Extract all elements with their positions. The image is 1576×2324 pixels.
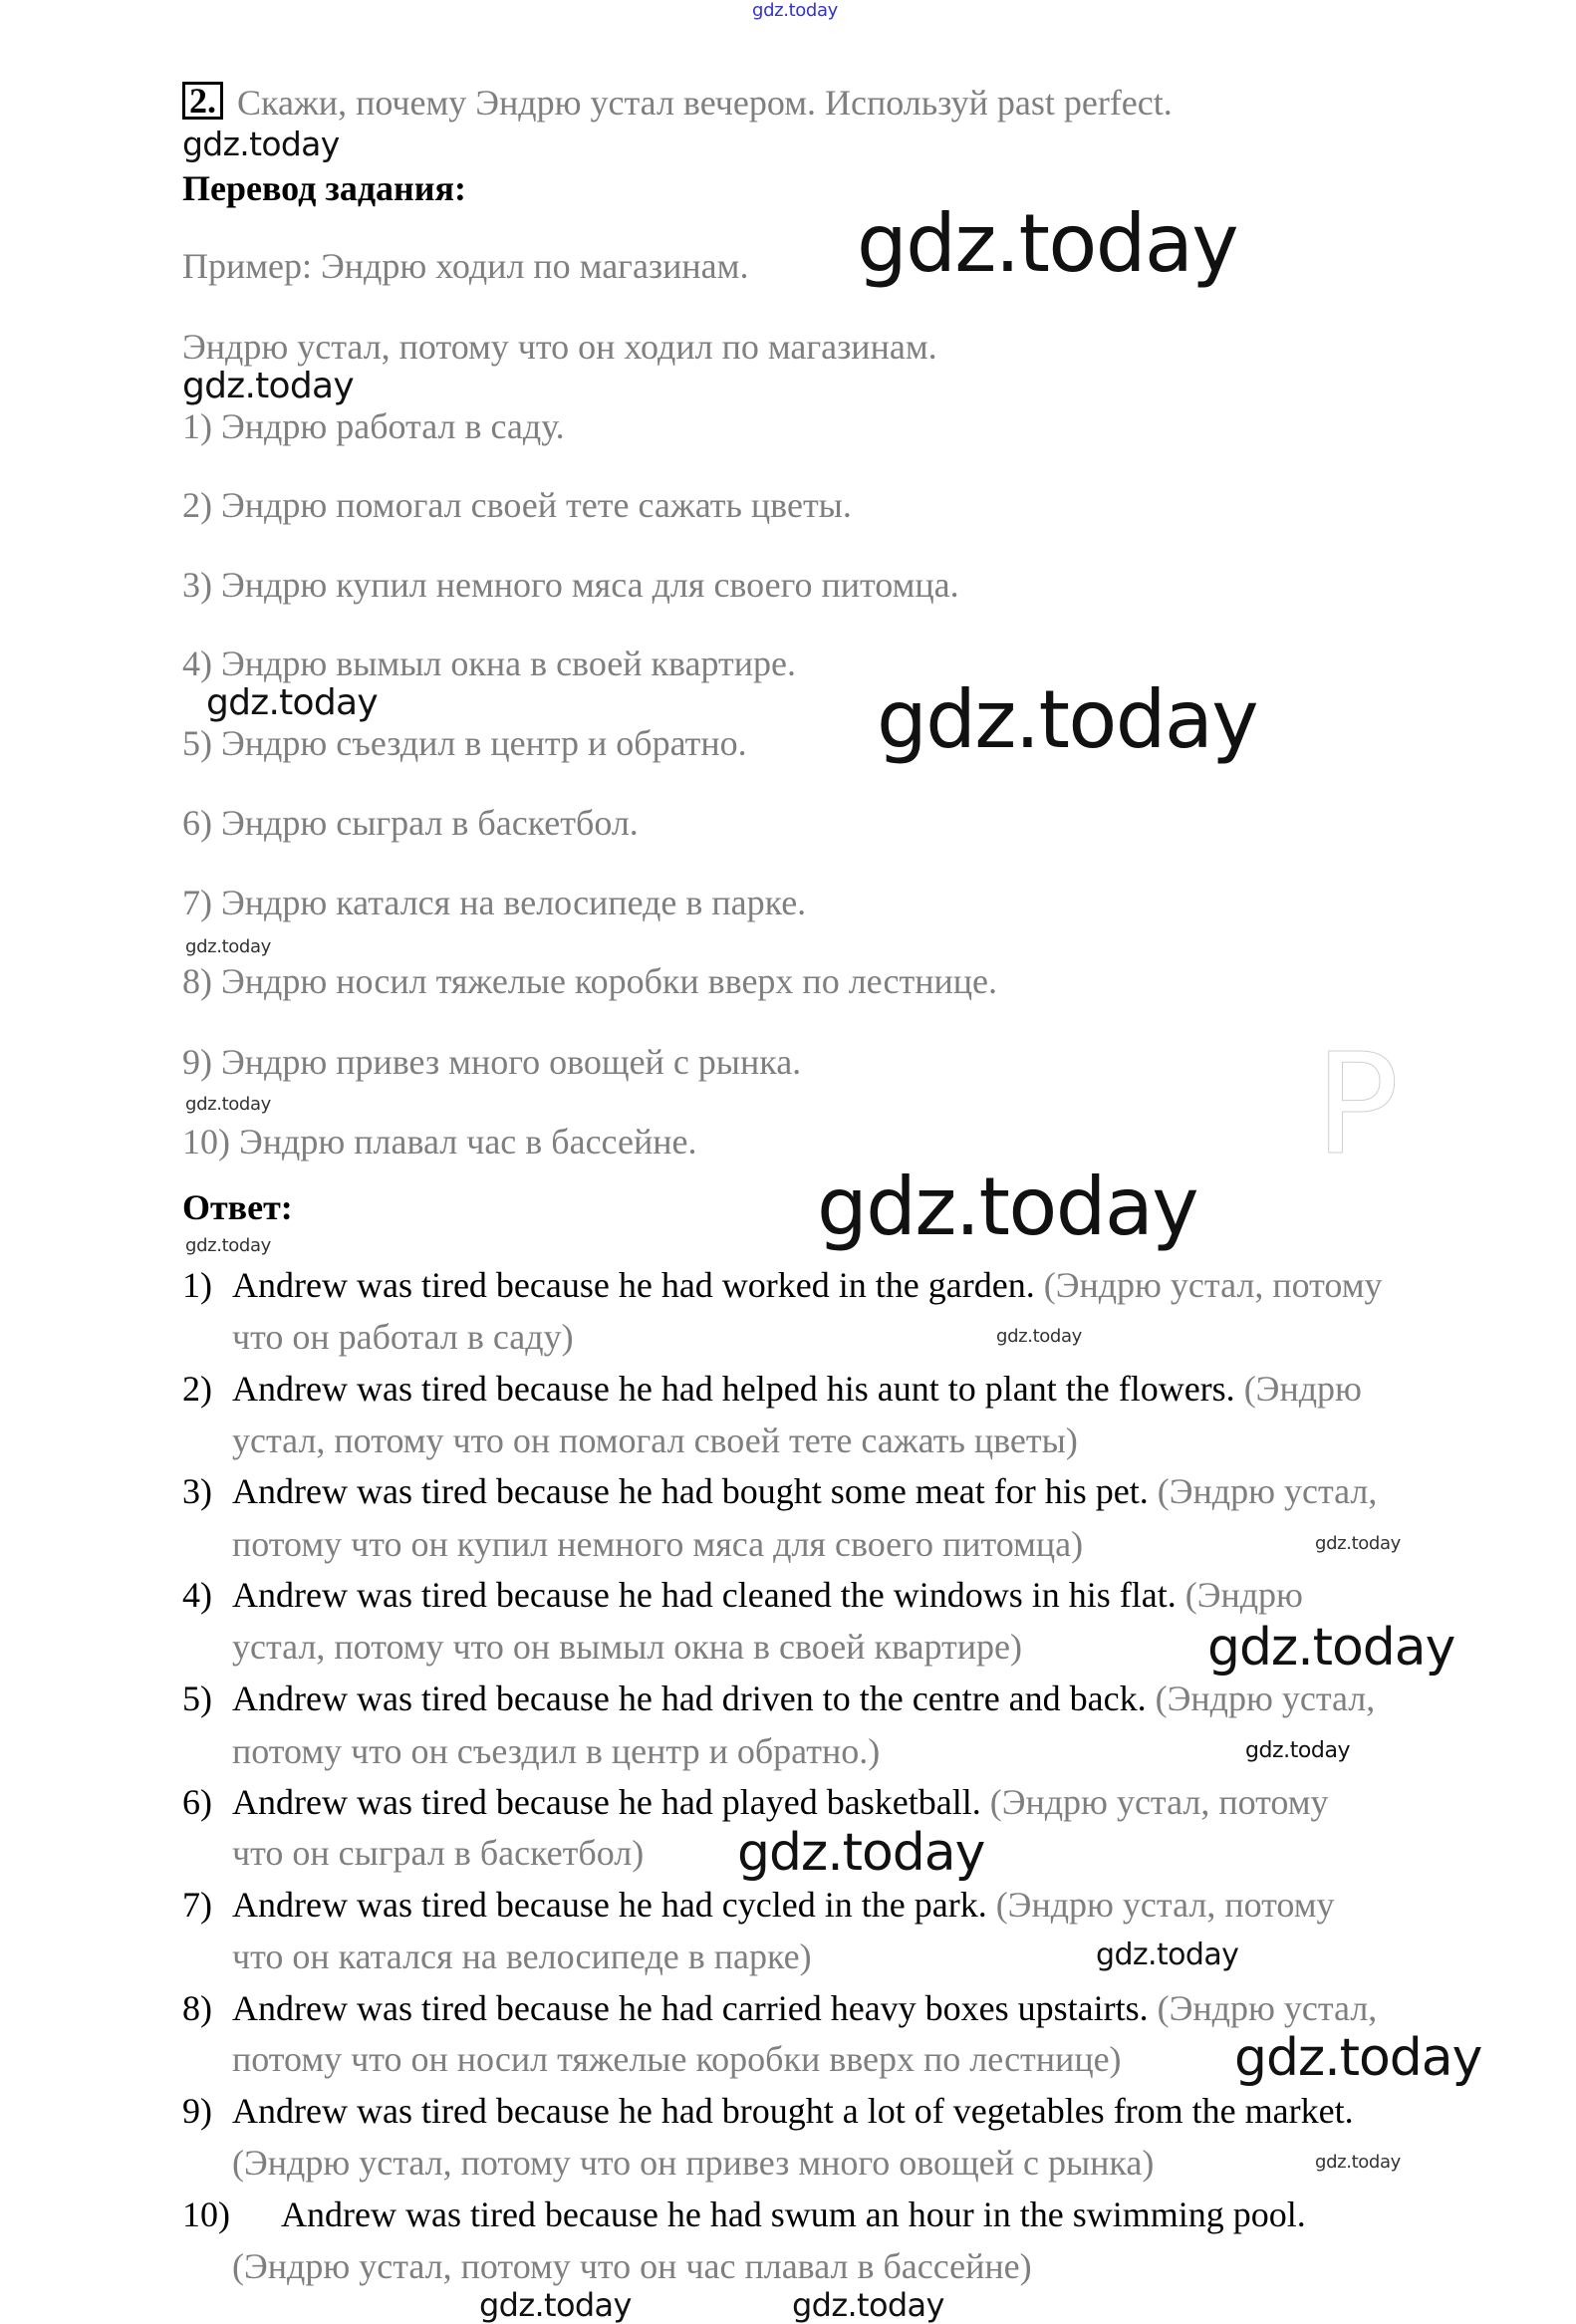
watermark: gdz.today	[857, 197, 1238, 290]
answer-number: 8)	[182, 1988, 212, 2028]
task-item: 7) Эндрю катался на велосипеде в парке.	[182, 883, 807, 922]
example-label: Пример: Эндрю ходил по магазинам.	[182, 246, 749, 286]
task-item: 4) Эндрю вымыл окна в своей квартире.	[182, 644, 796, 683]
watermark: gdz.today	[737, 1823, 985, 1883]
answer-translation-cont: что он работал в саду)	[232, 1317, 574, 1357]
task-item: 3) Эндрю купил немного мяса для своего питомца.	[182, 565, 959, 605]
answer-translation-cont: (Эндрю устал, потому что он час плавал в бассейне)	[232, 2246, 1032, 2286]
answer-english: Andrew was tired because he had bought some meat for his pet.	[232, 1471, 1149, 1511]
task-instruction	[182, 82, 1173, 124]
answer-english: Andrew was tired because he had helped his aunt to plant the flowers.	[232, 1369, 1235, 1409]
example-answer: Эндрю устал, потому что он ходил по магазинам.	[182, 327, 937, 367]
watermark: gdz.today	[185, 1094, 271, 1115]
answer-translation-cont: потому что он носил тяжелые коробки вверх по лестнице)	[232, 2039, 1122, 2079]
answer-english: Andrew was tired because he had played basketball.	[232, 1782, 981, 1822]
answer-translation: (Эндрю устал, потому	[989, 1782, 1329, 1822]
answer-english: Andrew was tired because he had brought a lot of vegetables from the market.	[232, 2091, 1354, 2131]
task-item: 9) Эндрю привез много овощей с рынка.	[182, 1042, 802, 1082]
answer-english: Andrew was tired because he had driven to the centre and back.	[232, 1678, 1147, 1718]
answer-translation-cont: устал, потому что он вымыл окна в своей квартире)	[232, 1627, 1022, 1667]
answer-translation: (Эндрю устал,	[1157, 1471, 1378, 1511]
watermark: gdz.today	[206, 682, 378, 723]
task-item: 1) Эндрю работал в саду.	[182, 406, 565, 446]
watermark: gdz.today	[479, 2286, 632, 2324]
answer-number: 7)	[182, 1885, 212, 1925]
answer-translation-cont: что он сыграл в баскетбол)	[232, 1833, 645, 1873]
answer-number: 10)	[182, 2195, 230, 2234]
instruction-text: Скажи, почему Эндрю устал вечером. Используй past perfect.	[237, 83, 1173, 123]
answer-translation-cont: потому что он съездил в центр и обратно.)	[232, 1731, 881, 1771]
answer-translation-cont: устал, потому что он помогал своей тете сажать цветы)	[232, 1420, 1078, 1460]
answer-translation-cont: (Эндрю устал, потому что он привез много овощей с рынка)	[232, 2143, 1155, 2183]
watermark: gdz.today	[1315, 2152, 1401, 2173]
watermark: gdz.today	[1207, 1618, 1455, 1678]
answer-english: Andrew was tired because he had carried heavy boxes upstairts.	[232, 1988, 1149, 2028]
answer-translation-cont: что он катался на велосипеде в парке)	[232, 1937, 812, 1976]
answer-number: 3)	[182, 1471, 212, 1511]
answer-translation: (Эндрю устал, потому	[1043, 1265, 1383, 1305]
answer-number: 5)	[182, 1678, 212, 1718]
answer-translation: (Эндрю устал, потому	[995, 1885, 1335, 1925]
watermark: gdz.today	[817, 1161, 1198, 1253]
watermark: gdz.today	[1245, 1738, 1351, 1763]
answer-heading: Ответ:	[182, 1187, 293, 1227]
watermark: gdz.today	[1315, 1533, 1401, 1554]
header-watermark[interactable]: gdz.today	[752, 0, 838, 21]
watermark: gdz.today	[182, 125, 340, 163]
watermark: gdz.today	[877, 673, 1258, 766]
answer-english: Andrew was tired because he had cleaned the windows in his flat.	[232, 1575, 1177, 1615]
task-item: 5) Эндрю съездил в центр и обратно.	[182, 723, 747, 763]
answer-number: 6)	[182, 1782, 212, 1822]
answer-number: 9)	[182, 2091, 212, 2131]
answer-translation: (Эндрю устал,	[1155, 1678, 1376, 1718]
answer-translation: (Эндрю	[1184, 1575, 1303, 1615]
answer-english: Andrew was tired because he had worked in the garden.	[232, 1265, 1035, 1305]
watermark: gdz.today	[792, 2286, 944, 2324]
watermark: gdz.today	[185, 936, 271, 957]
ghost-watermark: P	[1315, 1024, 1400, 1186]
answer-english: Andrew was tired because he had cycled in the park.	[232, 1885, 987, 1925]
watermark: gdz.today	[185, 1235, 271, 1256]
task-item: 6) Эндрю сыграл в баскетбол.	[182, 803, 639, 843]
answer-english: Andrew was tired because he had swum an hour in the swimming pool.	[281, 2195, 1306, 2234]
answer-translation-cont: потому что он купил немного мяса для своего питомца)	[232, 1524, 1084, 1564]
watermark: gdz.today	[996, 1326, 1082, 1347]
task-item: 2) Эндрю помогал своей тете сажать цветы.	[182, 485, 852, 525]
task-item: 10) Эндрю плавал час в бассейне.	[182, 1122, 697, 1162]
answer-translation: (Эндрю устал,	[1157, 1988, 1378, 2028]
translation-heading: Перевод задания:	[182, 168, 466, 208]
watermark: gdz.today	[1096, 1937, 1239, 1972]
answer-translation: (Эндрю	[1243, 1369, 1362, 1409]
task-item: 8) Эндрю носил тяжелые коробки вверх по лестнице.	[182, 961, 998, 1001]
answer-number: 4)	[182, 1575, 212, 1615]
answer-number: 1)	[182, 1265, 212, 1305]
task-number-box: 2.	[182, 82, 223, 120]
watermark: gdz.today	[182, 366, 354, 406]
watermark: gdz.today	[1234, 2028, 1482, 2088]
answer-number: 2)	[182, 1369, 212, 1409]
